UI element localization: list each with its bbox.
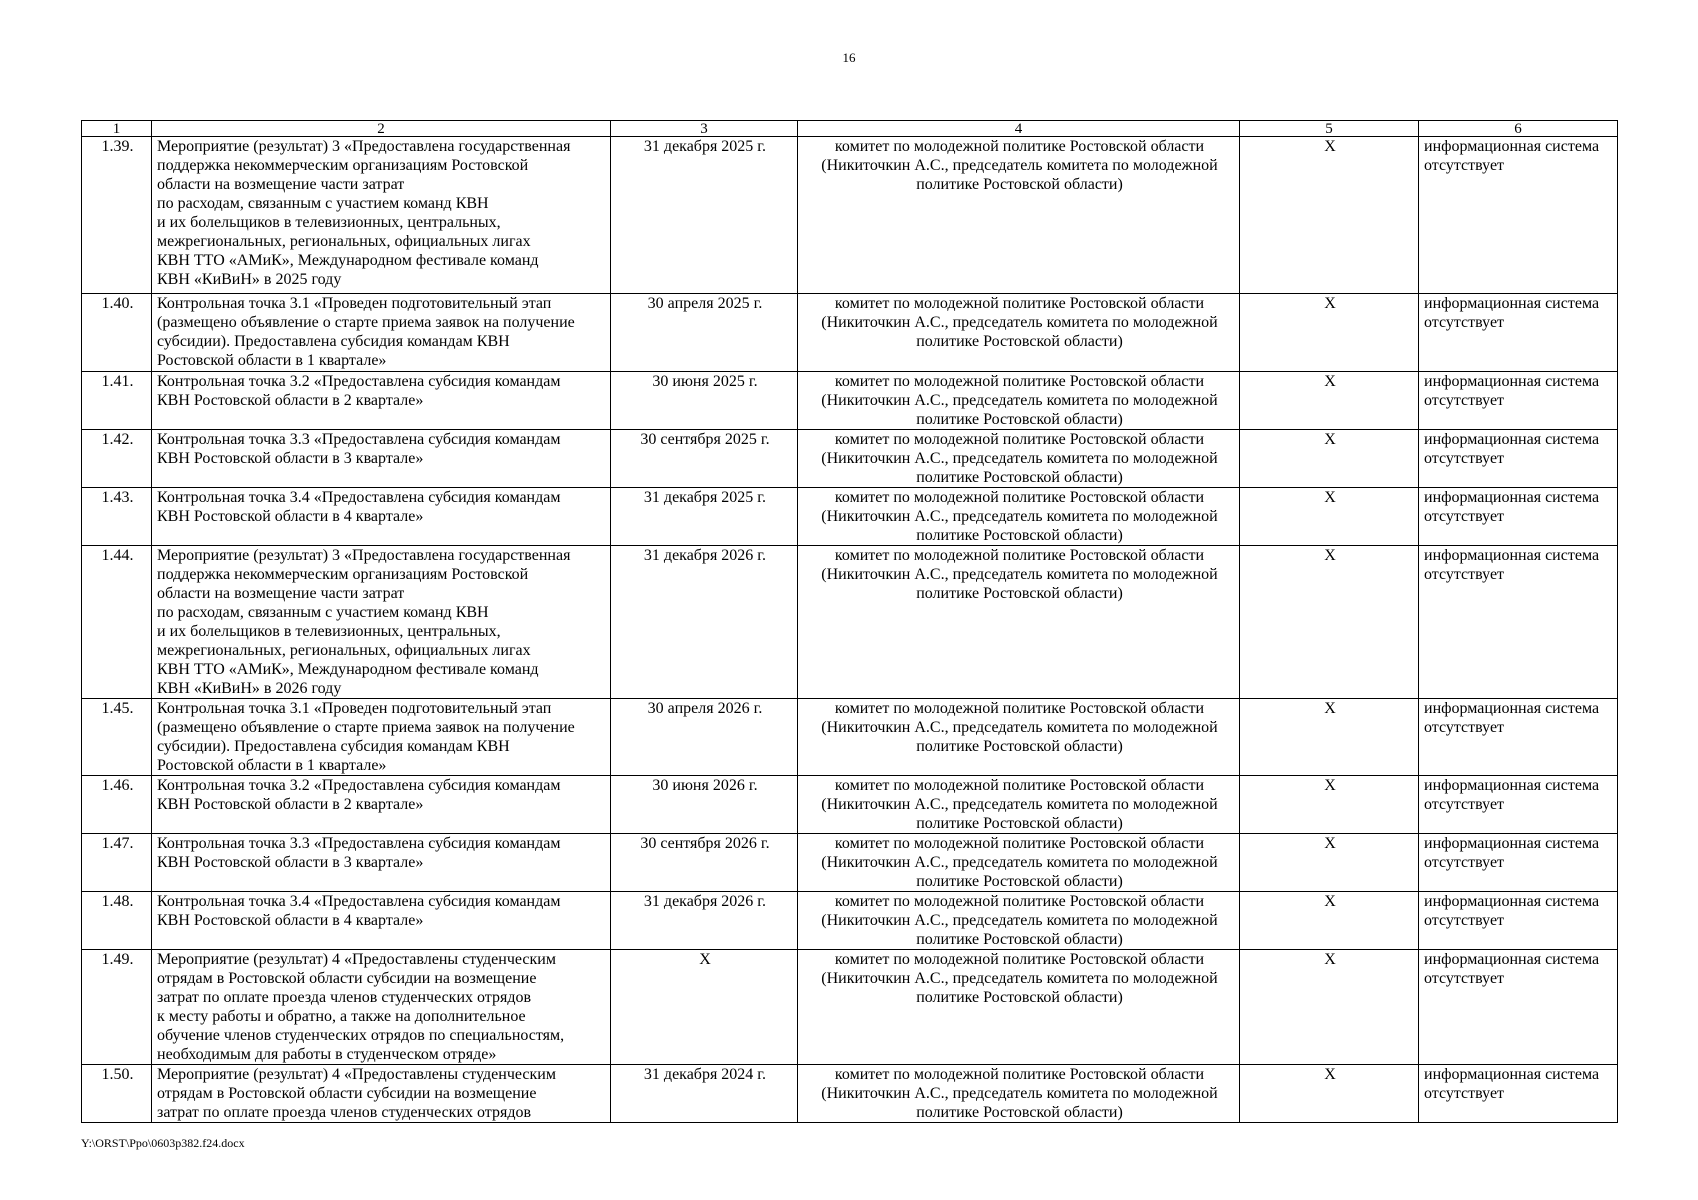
responsible-cell: комитет по молодежной политике Ростовской области (Никиточкин А.С., председатель комитета по молодежной политике Ростовской области) <box>798 776 1240 834</box>
deadline-cell: 31 декабря 2025 г. <box>611 488 798 546</box>
description-cell: Контрольная точка 3.1 «Проведен подготовительный этап (размещено объявление о старте приема заявок на получение субсидии). Предоставлена субсидия командам КВН Ростовской области в 1 квартале» <box>152 699 611 776</box>
description-cell: Контрольная точка 3.4 «Предоставлена субсидия командам КВН Ростовской области в 4 квартале» <box>152 488 611 546</box>
deadline-cell: 30 апреля 2026 г. <box>611 699 798 776</box>
document-table <box>81 120 1618 1123</box>
deadline-cell: X <box>611 950 798 1065</box>
responsible-cell: комитет по молодежной политике Ростовской области (Никиточкин А.С., председатель комитета по молодежной политике Ростовской области) <box>798 488 1240 546</box>
deadline-cell: 30 сентября 2026 г. <box>611 834 798 892</box>
row-number-cell: 1.50. <box>82 1065 152 1123</box>
table-row <box>82 137 1618 294</box>
responsible-cell: комитет по молодежной политике Ростовской области (Никиточкин А.С., председатель комитета по молодежной политике Ростовской области) <box>798 294 1240 372</box>
responsible-cell: комитет по молодежной политике Ростовской области (Никиточкин А.С., председатель комитета по молодежной политике Ростовской области) <box>798 834 1240 892</box>
table-row <box>82 699 1618 776</box>
table-row <box>82 372 1618 430</box>
column-5-cell: X <box>1240 776 1419 834</box>
info-system-cell: информационная система отсутствует <box>1419 892 1618 950</box>
info-system-cell: информационная система отсутствует <box>1419 834 1618 892</box>
description-cell: Контрольная точка 3.4 «Предоставлена субсидия командам КВН Ростовской области в 4 квартале» <box>152 892 611 950</box>
table-row <box>82 488 1618 546</box>
row-number-cell: 1.44. <box>82 546 152 699</box>
deadline-cell: 30 апреля 2025 г. <box>611 294 798 372</box>
info-system-cell: информационная система отсутствует <box>1419 430 1618 488</box>
column-5-cell: X <box>1240 294 1419 372</box>
deadline-cell: 31 декабря 2024 г. <box>611 1065 798 1123</box>
column-header: 6 <box>1419 121 1618 137</box>
page-number: 16 <box>842 50 856 65</box>
deadline-cell: 30 июня 2026 г. <box>611 776 798 834</box>
row-number-cell: 1.39. <box>82 137 152 294</box>
deadline-cell: 30 июня 2025 г. <box>611 372 798 430</box>
table-row <box>82 430 1618 488</box>
column-5-cell: X <box>1240 699 1419 776</box>
table-row <box>82 834 1618 892</box>
column-5-cell: X <box>1240 834 1419 892</box>
description-cell: Мероприятие (результат) 4 «Предоставлены студенческим отрядам в Ростовской области субсидии на возмещение затрат по оплате проезда членов студенческих отрядов к месту работы и обратно, а также на дополнительное обучение членов студенческих отрядов по специальностям, необходимым для работы в студенческом отряде» <box>152 950 611 1065</box>
table-row <box>82 294 1618 372</box>
responsible-cell: комитет по молодежной политике Ростовской области (Никиточкин А.С., председатель комитета по молодежной политике Ростовской области) <box>798 950 1240 1065</box>
column-5-cell: X <box>1240 430 1419 488</box>
row-number-cell: 1.49. <box>82 950 152 1065</box>
column-header: 2 <box>152 121 611 137</box>
responsible-cell: комитет по молодежной политике Ростовской области (Никиточкин А.С., председатель комитета по молодежной политике Ростовской области) <box>798 546 1240 699</box>
info-system-cell: информационная система отсутствует <box>1419 372 1618 430</box>
info-system-cell: информационная система отсутствует <box>1419 137 1618 294</box>
table-row <box>82 892 1618 950</box>
row-number-cell: 1.48. <box>82 892 152 950</box>
info-system-cell: информационная система отсутствует <box>1419 776 1618 834</box>
file-path: Y:\ORST\Ppo\0603p382.f24.docx <box>81 1136 245 1150</box>
info-system-cell: информационная система отсутствует <box>1419 546 1618 699</box>
deadline-cell: 31 декабря 2025 г. <box>611 137 798 294</box>
column-header: 5 <box>1240 121 1419 137</box>
description-cell: Мероприятие (результат) 3 «Предоставлена государственная поддержка некоммерческим организациям Ростовской области на возмещение части затрат по расходам, связанным с участием команд КВН и их болельщиков в телевизионных, центральных, межрегиональных, региональных, официальных лигах КВН ТТО «АМиК», Международном фестивале команд КВН «КиВиН» в 2025 году <box>152 137 611 294</box>
row-number-cell: 1.41. <box>82 372 152 430</box>
row-number-cell: 1.47. <box>82 834 152 892</box>
table-header-row <box>82 121 1618 137</box>
column-header: 1 <box>82 121 152 137</box>
responsible-cell: комитет по молодежной политике Ростовской области (Никиточкин А.С., председатель комитета по молодежной политике Ростовской области) <box>798 699 1240 776</box>
column-5-cell: X <box>1240 1065 1419 1123</box>
description-cell: Контрольная точка 3.3 «Предоставлена субсидия командам КВН Ростовской области в 3 квартале» <box>152 430 611 488</box>
table-row <box>82 776 1618 834</box>
column-header: 3 <box>611 121 798 137</box>
description-cell: Мероприятие (результат) 3 «Предоставлена государственная поддержка некоммерческим организациям Ростовской области на возмещение части затрат по расходам, связанным с участием команд КВН и их болельщиков в телевизионных, центральных, межрегиональных, региональных, официальных лигах КВН ТТО «АМиК», Международном фестивале команд КВН «КиВиН» в 2026 году <box>152 546 611 699</box>
column-5-cell: X <box>1240 488 1419 546</box>
info-system-cell: информационная система отсутствует <box>1419 294 1618 372</box>
deadline-cell: 31 декабря 2026 г. <box>611 892 798 950</box>
row-number-cell: 1.40. <box>82 294 152 372</box>
description-cell: Контрольная точка 3.2 «Предоставлена субсидия командам КВН Ростовской области в 2 квартале» <box>152 776 611 834</box>
table-row <box>82 1065 1618 1123</box>
responsible-cell: комитет по молодежной политике Ростовской области (Никиточкин А.С., председатель комитета по молодежной политике Ростовской области) <box>798 892 1240 950</box>
responsible-cell: комитет по молодежной политике Ростовской области (Никиточкин А.С., председатель комитета по молодежной политике Ростовской области) <box>798 1065 1240 1123</box>
column-header: 4 <box>798 121 1240 137</box>
info-system-cell: информационная система отсутствует <box>1419 950 1618 1065</box>
deadline-cell: 30 сентября 2025 г. <box>611 430 798 488</box>
column-5-cell: X <box>1240 546 1419 699</box>
info-system-cell: информационная система отсутствует <box>1419 488 1618 546</box>
column-5-cell: X <box>1240 892 1419 950</box>
deadline-cell: 31 декабря 2026 г. <box>611 546 798 699</box>
description-cell: Мероприятие (результат) 4 «Предоставлены студенческим отрядам в Ростовской области субсидии на возмещение затрат по оплате проезда членов студенческих отрядов <box>152 1065 611 1123</box>
row-number-cell: 1.42. <box>82 430 152 488</box>
info-system-cell: информационная система отсутствует <box>1419 699 1618 776</box>
responsible-cell: комитет по молодежной политике Ростовской области (Никиточкин А.С., председатель комитета по молодежной политике Ростовской области) <box>798 372 1240 430</box>
row-number-cell: 1.46. <box>82 776 152 834</box>
responsible-cell: комитет по молодежной политике Ростовской области (Никиточкин А.С., председатель комитета по молодежной политике Ростовской области) <box>798 430 1240 488</box>
table-row <box>82 950 1618 1065</box>
row-number-cell: 1.43. <box>82 488 152 546</box>
description-cell: Контрольная точка 3.1 «Проведен подготовительный этап (размещено объявление о старте приема заявок на получение субсидии). Предоставлена субсидия командам КВН Ростовской области в 1 квартале» <box>152 294 611 372</box>
responsible-cell: комитет по молодежной политике Ростовской области (Никиточкин А.С., председатель комитета по молодежной политике Ростовской области) <box>798 137 1240 294</box>
info-system-cell: информационная система отсутствует <box>1419 1065 1618 1123</box>
description-cell: Контрольная точка 3.2 «Предоставлена субсидия командам КВН Ростовской области в 2 квартале» <box>152 372 611 430</box>
column-5-cell: X <box>1240 950 1419 1065</box>
column-5-cell: X <box>1240 137 1419 294</box>
description-cell: Контрольная точка 3.3 «Предоставлена субсидия командам КВН Ростовской области в 3 квартале» <box>152 834 611 892</box>
column-5-cell: X <box>1240 372 1419 430</box>
table-body <box>82 137 1618 1123</box>
table-row <box>82 546 1618 699</box>
row-number-cell: 1.45. <box>82 699 152 776</box>
